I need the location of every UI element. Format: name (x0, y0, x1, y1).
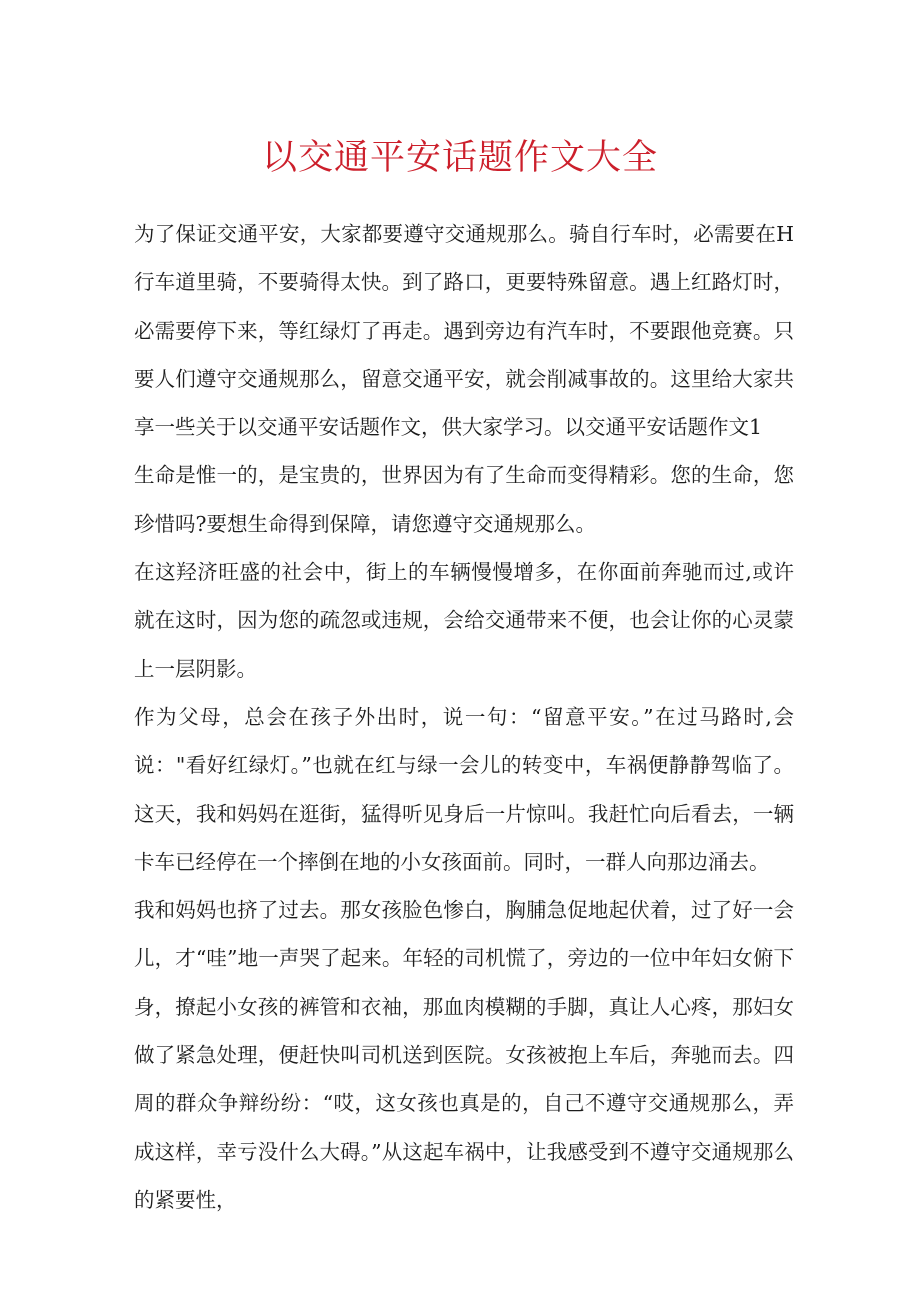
paragraph-accident: 我和妈妈也挤了过去。那女孩脸色惨白，胸脯急促地起伏着，过了好一会儿，才“哇”地一声哭了起来。年轻的司机慌了，旁边的一位中年妇女俯下身，撩起小女孩的裤管和衣袖，那血肉模糊的手脚，真让人心疼，那妇女做了紧急处理，便赶快叫司机送到医院。女孩被抱上车后，奔驰而去。四周的群众争辩纷纷：“哎，这女孩也真是的，自己不遵守交通规那么，弄成这样，幸亏没什么大碍。”从这起车祸中，让我感受到不遵守交通规那么的紧要性， (134, 898, 794, 1212)
paragraph-parents: 作为父母，总会在孩子外出时，说一句：“留意平安。”在过马路时,会说："看好红绿灯。”也就在红与绿一会儿的转变中，车祸便静静驾临了。这天，我和妈妈在逛街，猛得听见身后一片惊叫。我赶忙向后看去，一辆卡车已经停在一个摔倒在地的小女孩面前。同时，一群人向那边涌去。 (134, 704, 794, 874)
document-body (134, 210, 794, 1224)
paragraph-intro: 为了保证交通平安，大家都要遵守交通规那么。骑自行车时，必需要在H行车道里骑，不要骑得太快。到了路口，更要特殊留意。遇上红路灯时，必需要停下来，等红绿灯了再走。遇到旁边有汽车时，不要跟他竞赛。只要人们遵守交通规那么，留意交通平安，就会削减事故的。这里给大家共享一些关于以交通平安话题作文，供大家学习。以交通平安话题作文1 (134, 222, 794, 440)
document-title: 以交通平安话题作文大全 (261, 138, 658, 178)
paragraph-life: 生命是惟一的，是宝贵的，世界因为有了生命而变得精彩。您的生命，您珍惜吗?要想生命得到保障，请您遵守交通规那么。 (134, 463, 794, 536)
paragraph-society: 在这羟济旺盛的社会中，街上的车辆慢慢增多，在你面前奔驰而过,或许就在这时，因为您的疏忽或违规，会给交通带来不便，也会让你的心灵蒙上一层阴影。 (134, 560, 794, 681)
